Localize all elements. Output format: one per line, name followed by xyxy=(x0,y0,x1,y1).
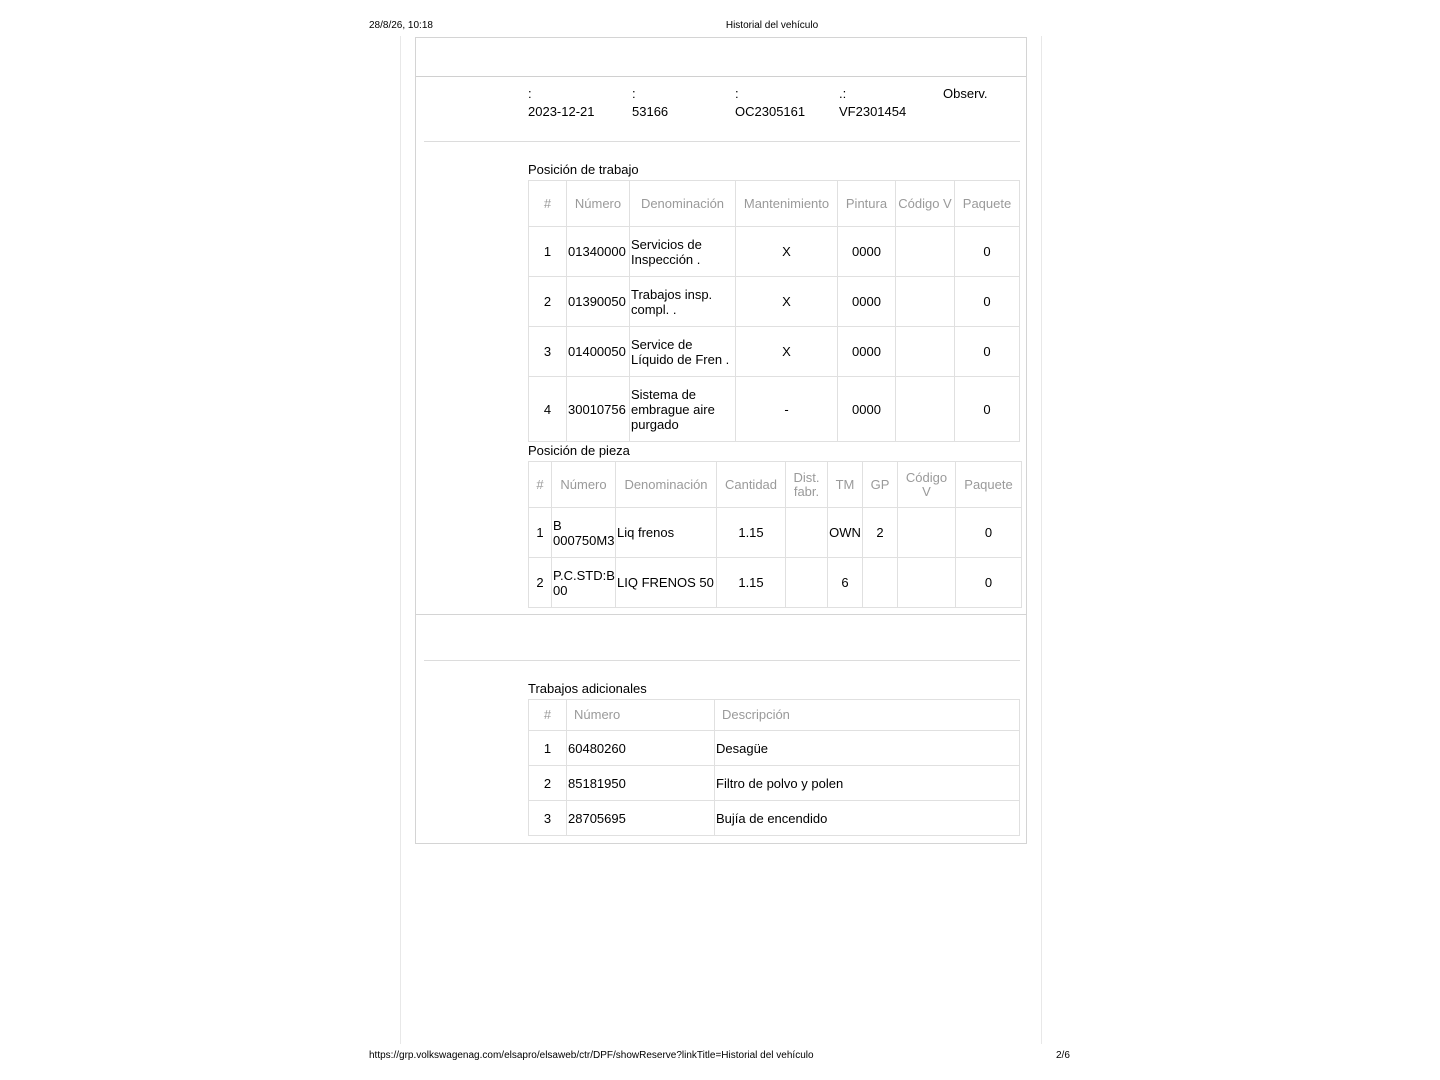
cell-quantity: 1.15 xyxy=(717,558,786,608)
cell-number: 01400050 xyxy=(567,327,630,377)
print-footer xyxy=(0,1050,1440,1064)
cell-maintenance: X xyxy=(736,327,838,377)
cell-name: Liq frenos xyxy=(616,508,717,558)
cell-number: 30010756 xyxy=(567,377,630,442)
table-header-row xyxy=(529,181,1020,227)
cell-code-v xyxy=(896,277,955,327)
cell-gp xyxy=(863,558,898,608)
cell-package: 0 xyxy=(955,377,1020,442)
cell-number: 85181950 xyxy=(567,766,715,801)
table-row xyxy=(529,377,1020,442)
service-record-card xyxy=(415,37,1027,844)
cell-code-v xyxy=(896,227,955,277)
order-number-label: : xyxy=(735,86,739,101)
order-date xyxy=(528,87,595,119)
section-divider xyxy=(424,660,1020,661)
invoice-number xyxy=(839,87,906,119)
cell-package: 0 xyxy=(955,227,1020,277)
table-row xyxy=(529,766,1020,801)
col-header-name: Denominación xyxy=(616,462,717,508)
order-mileage xyxy=(632,87,668,119)
cell-tm: 6 xyxy=(828,558,863,608)
cell-paint: 0000 xyxy=(838,327,896,377)
cell-maintenance: X xyxy=(736,227,838,277)
col-header-description: Descripción xyxy=(715,700,1020,731)
cell-index: 2 xyxy=(529,277,567,327)
cell-number: P.C.STD:B 00 xyxy=(552,558,616,608)
cell-paint: 0000 xyxy=(838,227,896,277)
cell-name: Servicios de Inspección . xyxy=(630,227,736,277)
cell-description: Bujía de encendido xyxy=(715,801,1020,836)
cell-name: Trabajos insp. compl. . xyxy=(630,277,736,327)
cell-code-v xyxy=(896,377,955,442)
cell-package: 0 xyxy=(956,558,1022,608)
col-header-index: # xyxy=(529,181,567,227)
col-header-maintenance: Mantenimiento xyxy=(736,181,838,227)
cell-code-v xyxy=(896,327,955,377)
work-positions-table xyxy=(528,180,1020,442)
observations xyxy=(943,87,988,105)
col-header-number: Número xyxy=(552,462,616,508)
col-header-dist-fabr: Dist. fabr. xyxy=(786,462,828,508)
cell-gp: 2 xyxy=(863,508,898,558)
col-header-tm: TM xyxy=(828,462,863,508)
col-header-index: # xyxy=(529,462,552,508)
table-row xyxy=(529,327,1020,377)
cell-index: 2 xyxy=(529,766,567,801)
col-header-code-v: Código V xyxy=(896,181,955,227)
cell-name: LIQ FRENOS 50 xyxy=(616,558,717,608)
col-header-name: Denominación xyxy=(630,181,736,227)
order-number-value: OC2305161 xyxy=(735,104,806,119)
cell-name: Sistema de embrague aire purgado xyxy=(630,377,736,442)
cell-index: 1 xyxy=(529,227,567,277)
invoice-number-label: .: xyxy=(839,86,847,101)
observations-label: Observ. xyxy=(943,86,988,101)
cell-dist-fabr xyxy=(786,558,828,608)
cell-index: 1 xyxy=(529,731,567,766)
col-header-package: Paquete xyxy=(955,181,1020,227)
table-row xyxy=(529,227,1020,277)
order-mileage-value: 53166 xyxy=(632,104,669,119)
additional-work-title: Trabajos adicionales xyxy=(528,681,647,696)
cell-maintenance: - xyxy=(736,377,838,442)
cell-package: 0 xyxy=(955,277,1020,327)
table-header-row xyxy=(529,462,1022,508)
cell-quantity: 1.15 xyxy=(717,508,786,558)
table-row xyxy=(529,801,1020,836)
part-positions-table xyxy=(528,461,1022,608)
table-row xyxy=(529,508,1022,558)
cell-package: 0 xyxy=(956,508,1022,558)
cell-number: 28705695 xyxy=(567,801,715,836)
table-header-row xyxy=(529,700,1020,731)
cell-index: 2 xyxy=(529,558,552,608)
cell-name: Service de Líquido de Fren . xyxy=(630,327,736,377)
col-header-quantity: Cantidad xyxy=(717,462,786,508)
col-header-paint: Pintura xyxy=(838,181,896,227)
cell-code-v xyxy=(898,558,956,608)
cell-index: 4 xyxy=(529,377,567,442)
card-divider xyxy=(416,76,1026,77)
cell-package: 0 xyxy=(955,327,1020,377)
cell-index: 3 xyxy=(529,327,567,377)
print-url: https://grp.volkswagenag.com/elsapro/elsaweb/ctr/DPF/showReserve?linkTitle=Historial del vehículo xyxy=(369,1050,814,1061)
cell-number: 01340000 xyxy=(567,227,630,277)
table-row xyxy=(529,277,1020,327)
cell-number: 01390050 xyxy=(567,277,630,327)
cell-number: 60480260 xyxy=(567,731,715,766)
work-positions-title: Posición de trabajo xyxy=(528,162,639,177)
cell-paint: 0000 xyxy=(838,277,896,327)
invoice-number-value: VF2301454 xyxy=(839,104,907,119)
cell-index: 3 xyxy=(529,801,567,836)
page-number: 2/6 xyxy=(1056,1050,1070,1061)
table-row xyxy=(529,558,1022,608)
print-title: Historial del vehículo xyxy=(725,20,819,31)
cell-dist-fabr xyxy=(786,508,828,558)
col-header-number: Número xyxy=(567,181,630,227)
print-header xyxy=(0,20,1440,34)
cell-maintenance: X xyxy=(736,277,838,327)
order-date-value: 2023-12-21 xyxy=(528,104,595,119)
order-mileage-label: : xyxy=(632,86,636,101)
cell-code-v xyxy=(898,508,956,558)
cell-number: B 000750M3 xyxy=(552,508,616,558)
order-date-label: : xyxy=(528,86,532,101)
cell-paint: 0000 xyxy=(838,377,896,442)
cell-description: Desagüe xyxy=(715,731,1020,766)
cell-tm: OWN xyxy=(828,508,863,558)
col-header-gp: GP xyxy=(863,462,898,508)
cell-index: 1 xyxy=(529,508,552,558)
part-positions-title: Posición de pieza xyxy=(528,443,630,458)
col-header-number: Número xyxy=(567,700,715,731)
col-header-package: Paquete xyxy=(956,462,1022,508)
additional-work-table xyxy=(528,699,1020,836)
col-header-code-v: Código V xyxy=(898,462,956,508)
col-header-index: # xyxy=(529,700,567,731)
cell-description: Filtro de polvo y polen xyxy=(715,766,1020,801)
section-divider xyxy=(416,614,1026,615)
order-number xyxy=(735,87,805,119)
table-row xyxy=(529,731,1020,766)
section-divider xyxy=(424,141,1020,142)
print-datetime: 28/8/26, 10:18 xyxy=(369,20,433,31)
